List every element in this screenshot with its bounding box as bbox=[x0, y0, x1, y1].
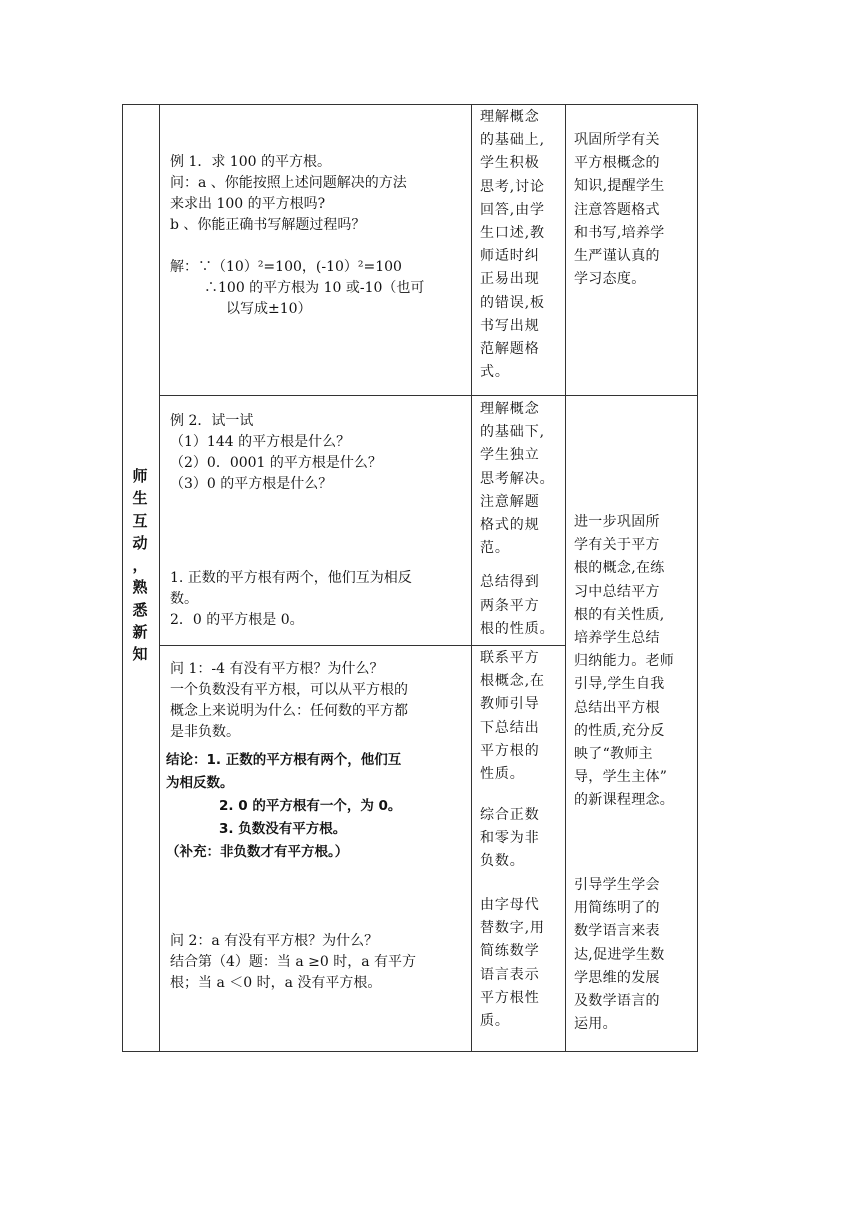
example2-line: （3）0 的平方根是什么？ bbox=[170, 476, 333, 492]
example1-content bbox=[170, 152, 424, 320]
summary-line: 2．0 的平方根是 0。 bbox=[170, 612, 304, 628]
activity-line: 综合正数 bbox=[480, 807, 540, 823]
conclusion-line: （补充：非负数才有平方根。） bbox=[166, 844, 349, 860]
activity-line: 思考解决。 bbox=[480, 470, 555, 487]
conclusion-line: 3. 负数没有平方根。 bbox=[219, 821, 347, 837]
example2-content bbox=[170, 411, 382, 495]
activity-line: 回答,由学 bbox=[480, 201, 545, 218]
question1-line: 问 1：-4 有没有平方根？为什么？ bbox=[170, 661, 384, 677]
purpose-line: 运用。 bbox=[574, 1016, 617, 1033]
section3-activity-c bbox=[480, 894, 545, 1033]
example1-line: b 、你能正确书写解题过程吗？ bbox=[170, 217, 366, 233]
side-label-char: 知 bbox=[132, 645, 148, 664]
purpose-line: 和书写,培养学 bbox=[574, 224, 665, 241]
row-divider-2 bbox=[159, 645, 566, 646]
question2-content bbox=[170, 931, 416, 994]
purpose-line: 引导,学生自我 bbox=[574, 676, 665, 693]
side-label-char: 悉 bbox=[132, 600, 148, 619]
side-label-char: 师 bbox=[132, 467, 148, 485]
example1-line: 来求出 100 的平方根吗? bbox=[170, 196, 326, 212]
activity-line: 两条平方 bbox=[480, 597, 540, 614]
question1-line: 概念上来说明为什么：任何数的平方都 bbox=[170, 703, 408, 719]
purpose-line: 数学语言来表 bbox=[574, 923, 660, 940]
activity-line: 书写出规 bbox=[480, 317, 540, 334]
activity-line: 注意解题 bbox=[480, 493, 540, 510]
example1-line: 解：∵（10）²=100，(-10）²=100 bbox=[170, 259, 402, 275]
purpose-line: 的新课程理念。 bbox=[574, 792, 675, 809]
activity-line: 和零为非 bbox=[480, 830, 540, 847]
purpose-line: 培养学生总结 bbox=[574, 630, 660, 647]
example2-summary bbox=[170, 568, 412, 631]
activity-line: 由字母代 bbox=[480, 897, 540, 913]
purpose-line: 达,促进学生数 bbox=[574, 946, 665, 963]
activity-line: 教师引导 bbox=[480, 696, 540, 713]
table-border-bottom bbox=[122, 1051, 698, 1052]
table-divider-col1 bbox=[159, 104, 160, 1052]
purpose-b bbox=[574, 511, 674, 813]
conclusion-line: 为相反数。 bbox=[166, 775, 234, 791]
activity-line: 平方根性 bbox=[480, 989, 540, 1006]
purpose-line: 引导学生学会 bbox=[574, 877, 660, 893]
table-border-left bbox=[122, 104, 123, 1052]
side-label-char: 互 bbox=[132, 511, 148, 530]
purpose-line: 用简练明了的 bbox=[574, 900, 660, 917]
table-divider-col2 bbox=[471, 104, 472, 1052]
activity-line: 生口述,教 bbox=[480, 225, 545, 242]
activity-line: 的基础上, bbox=[480, 132, 545, 149]
question1-line: 是非负数。 bbox=[170, 724, 240, 740]
purpose-line: 习中总结平方 bbox=[574, 583, 660, 600]
side-label-char: 生 bbox=[132, 489, 148, 508]
example1-line: 以写成±10） bbox=[226, 301, 312, 317]
summary-line: 数。 bbox=[170, 591, 198, 607]
activity-line: 平方根的 bbox=[480, 742, 540, 759]
purpose-line: 的性质,充分反 bbox=[574, 722, 665, 739]
purpose-line: 学思维的发展 bbox=[574, 969, 660, 986]
purpose-line: 生严谨认真的 bbox=[574, 248, 660, 265]
question1-line: 一个负数没有平方根，可以从平方根的 bbox=[170, 682, 408, 698]
table-border-right bbox=[697, 104, 698, 1052]
activity-line: 总结得到 bbox=[480, 574, 540, 591]
question2-line: 根；当 a ＜0 时，a 没有平方根。 bbox=[170, 975, 382, 991]
purpose-line: 根的有关性质, bbox=[574, 606, 665, 623]
purpose-line: 学有关于平方 bbox=[574, 537, 660, 554]
purpose-line: 注意答题格式 bbox=[574, 201, 660, 218]
purpose-line: 根的概念,在练 bbox=[574, 560, 665, 577]
activity-line: 的基础下, bbox=[480, 424, 545, 441]
conclusion-line: 结论：1. 正数的平方根有两个，他们互 bbox=[166, 752, 402, 768]
activity-line: 负数。 bbox=[480, 853, 525, 870]
side-label-char: ， bbox=[132, 556, 148, 575]
activity-line: 正易出现 bbox=[480, 271, 540, 288]
activity-line: 学生积极 bbox=[480, 155, 540, 172]
activity-line: 理解概念 bbox=[480, 109, 540, 125]
activity-line: 性质。 bbox=[480, 766, 525, 783]
example1-line: 问：a 、你能按照上述问题解决的方法 bbox=[170, 175, 407, 191]
purpose-line: 知识,提醒学生 bbox=[574, 178, 665, 195]
purpose-line: 学习态度。 bbox=[574, 271, 646, 288]
table-border-top bbox=[122, 104, 698, 105]
activity-line: 联系平方 bbox=[480, 650, 540, 666]
activity-line: 理解概念 bbox=[480, 401, 540, 417]
conclusion-line: 2. 0 的平方根有一个，为 0。 bbox=[219, 798, 402, 814]
activity-line: 替数字,用 bbox=[480, 920, 545, 937]
table-divider-col3 bbox=[565, 104, 566, 1052]
example1-line bbox=[170, 236, 424, 257]
activity-line: 范。 bbox=[480, 540, 510, 557]
section3-activity-a bbox=[480, 647, 545, 786]
purpose-line: 归纳能力。老师 bbox=[574, 653, 675, 670]
activity-line: 根的性质。 bbox=[480, 620, 555, 637]
example1-activity bbox=[480, 106, 545, 384]
section3-activity-b bbox=[480, 804, 540, 874]
purpose-line: 进一步巩固所 bbox=[574, 514, 660, 530]
summary-line: 1. 正数的平方根有两个，他们互为相反 bbox=[170, 570, 412, 586]
purpose-line: 及数学语言的 bbox=[574, 993, 660, 1010]
purpose-line: 映了“教师主 bbox=[574, 746, 653, 763]
question2-line: 问 2：a 有没有平方根？为什么？ bbox=[170, 933, 379, 949]
question1-content bbox=[170, 659, 408, 743]
activity-line: 学生独立 bbox=[480, 447, 540, 464]
purpose-line: 平方根概念的 bbox=[574, 155, 660, 172]
example2-line: （2）0．0001 的平方根是什么？ bbox=[170, 455, 382, 471]
activity-line: 根概念,在 bbox=[480, 673, 545, 690]
activity-line: 格式的规 bbox=[480, 517, 540, 534]
activity-line: 简练数学 bbox=[480, 943, 540, 960]
side-label bbox=[128, 465, 152, 666]
purpose-c bbox=[574, 874, 665, 1036]
conclusion-content bbox=[166, 749, 401, 864]
example2-activity bbox=[480, 398, 555, 641]
purpose-line: 导，学生主体” bbox=[574, 769, 668, 786]
example2-line: 例 2．试一试 bbox=[170, 413, 254, 429]
activity-line: 下总结出 bbox=[480, 719, 540, 736]
activity-line: 师适时纠 bbox=[480, 248, 540, 265]
example1-line: 例 1．求 100 的平方根。 bbox=[170, 154, 331, 170]
activity-line: 式。 bbox=[480, 364, 510, 381]
activity-line: 范解题格 bbox=[480, 341, 540, 358]
activity-line bbox=[480, 560, 555, 571]
side-label-char: 新 bbox=[132, 623, 148, 642]
side-label-char: 动 bbox=[132, 533, 148, 552]
example1-line: ∴100 的平方根为 10 或-10（也可 bbox=[204, 280, 425, 296]
activity-line: 的错误,板 bbox=[480, 294, 545, 311]
example2-line: （1）144 的平方根是什么？ bbox=[170, 434, 351, 450]
question2-line: 结合第（4）题：当 a ≥0 时，a 有平方 bbox=[170, 954, 417, 970]
row-divider-1 bbox=[159, 395, 698, 396]
side-label-char: 熟 bbox=[132, 578, 148, 597]
purpose-line: 总结出平方根 bbox=[574, 699, 660, 716]
purpose-line: 巩固所学有关 bbox=[574, 132, 660, 148]
example1-purpose bbox=[574, 129, 665, 291]
activity-line: 质。 bbox=[480, 1013, 510, 1030]
activity-line: 语言表示 bbox=[480, 966, 540, 983]
activity-line: 思考,讨论 bbox=[480, 178, 545, 195]
